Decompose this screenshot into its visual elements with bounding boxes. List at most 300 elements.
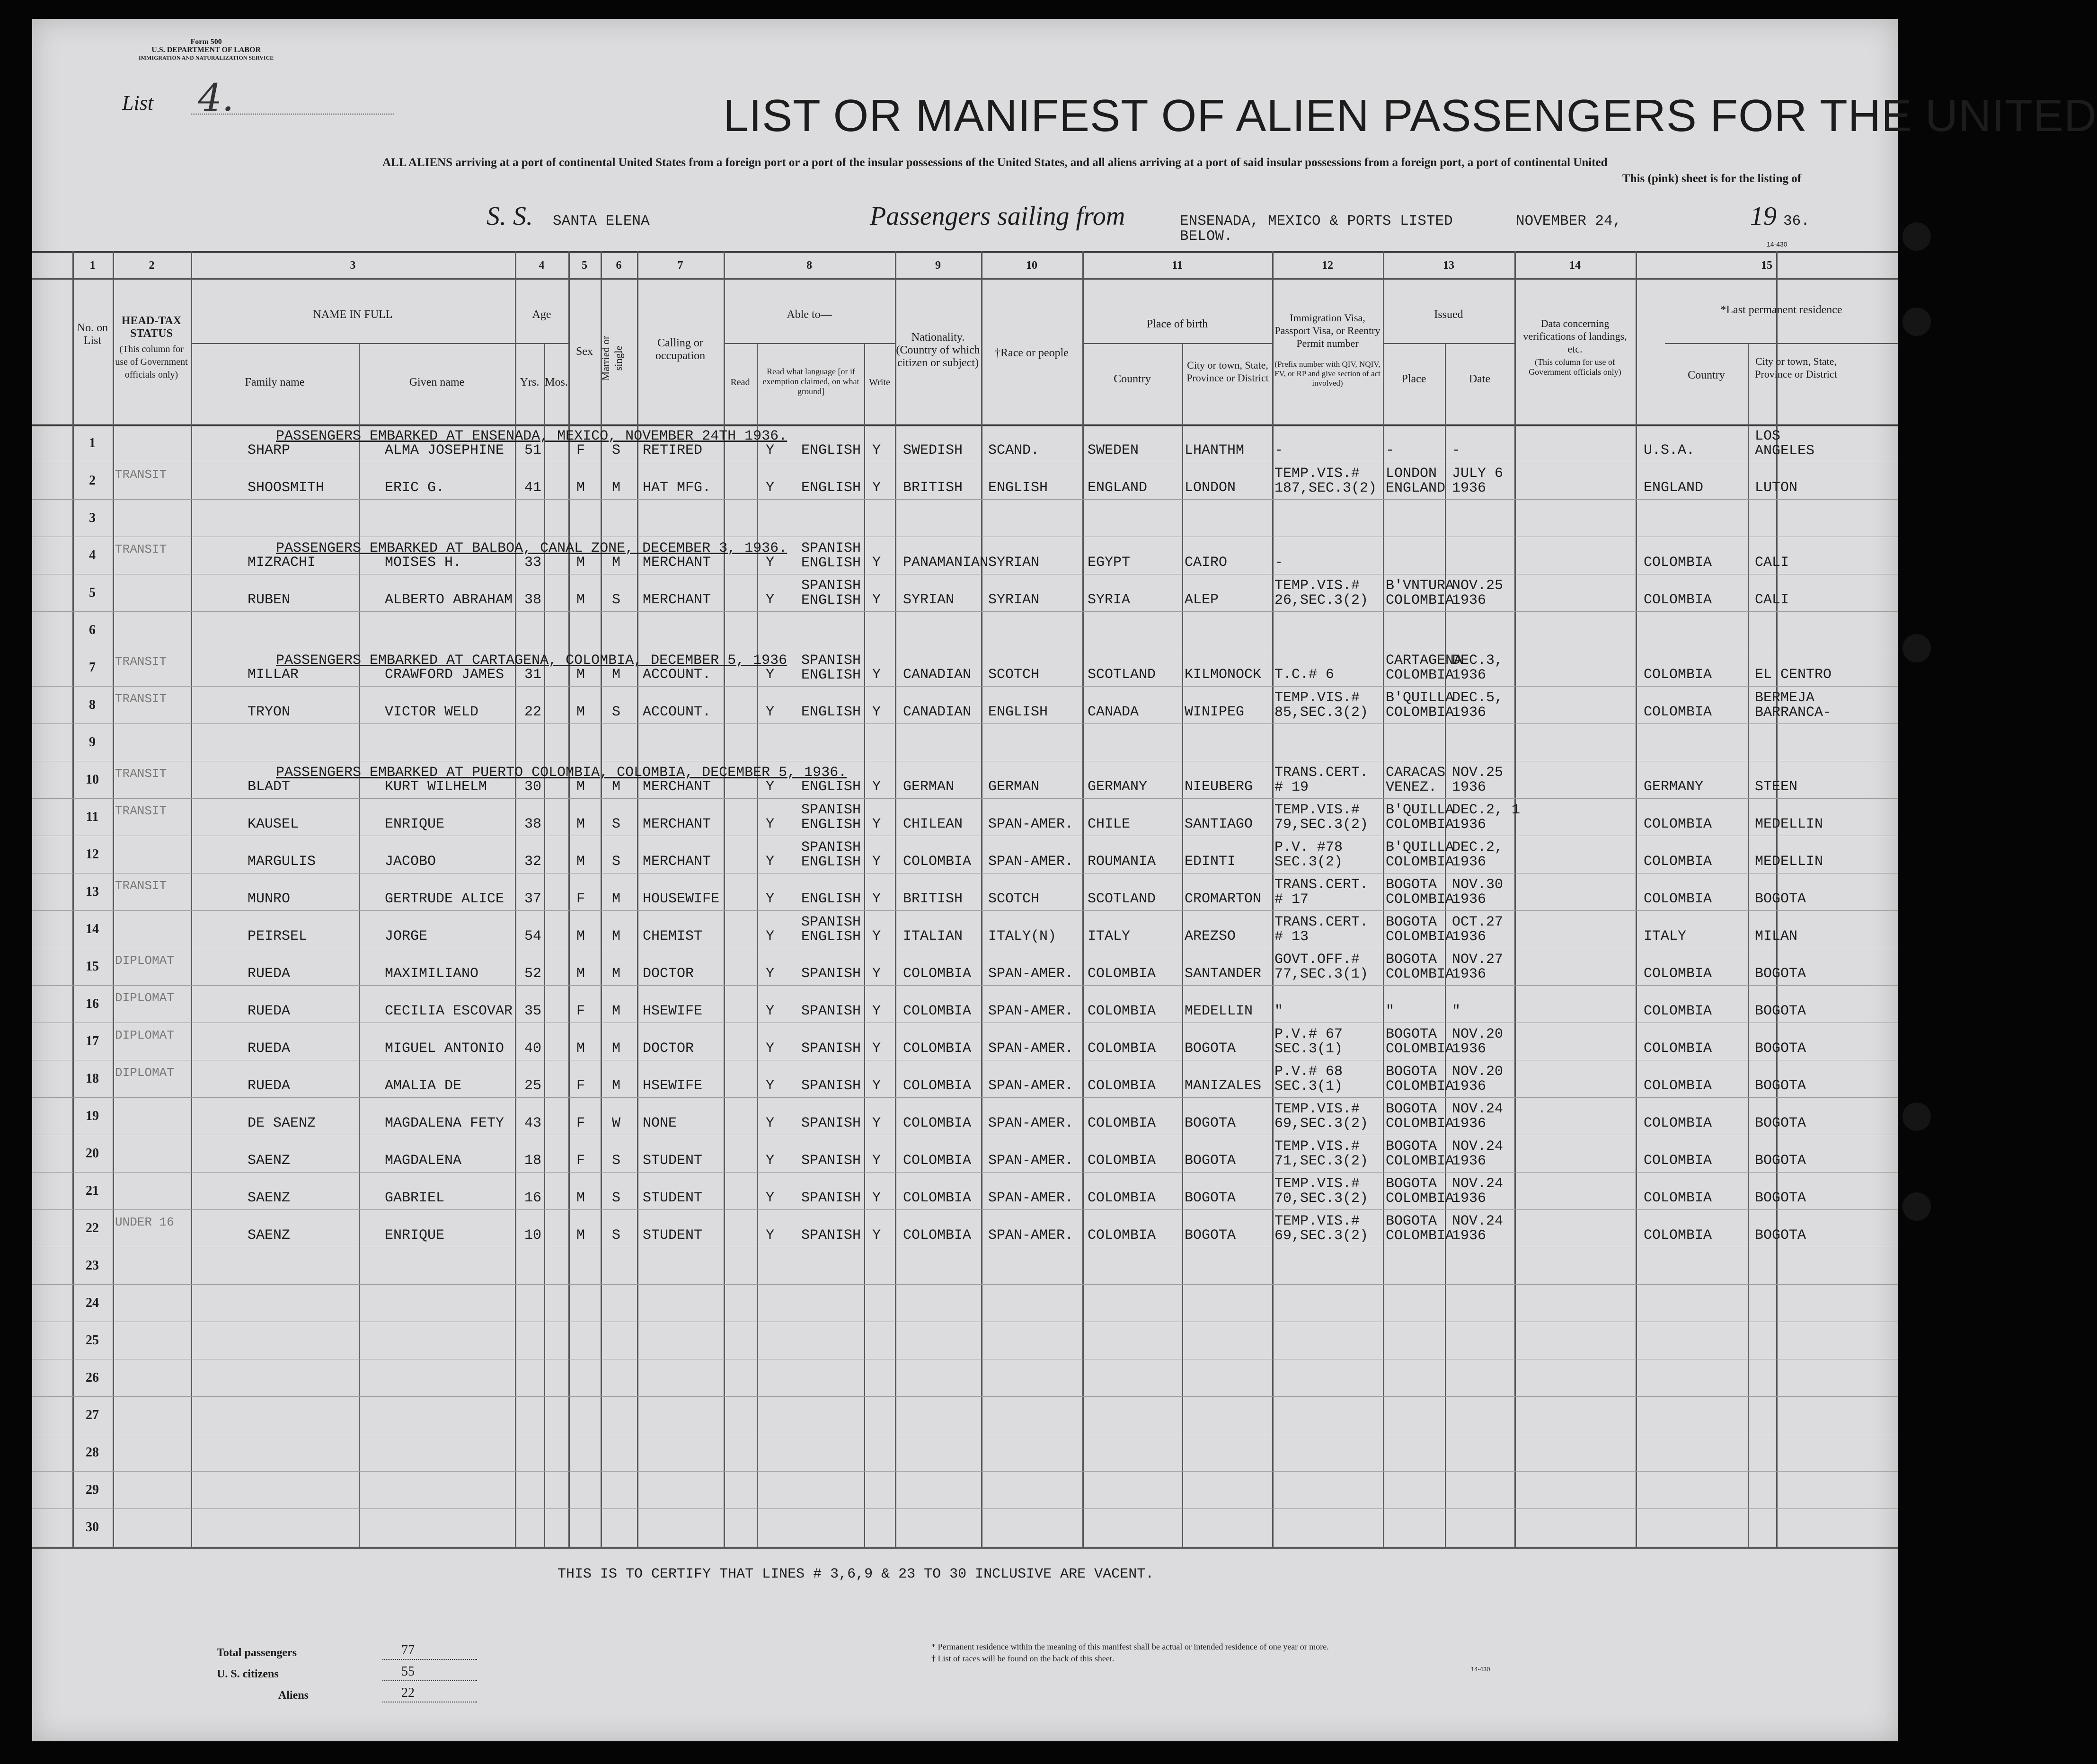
row-visa: - — [1274, 442, 1283, 459]
row-number: 24 — [86, 1296, 99, 1310]
row-issued-date: DEC.5, 1936 — [1452, 690, 1504, 721]
row-residence-city: BOGOTA — [1755, 1190, 1806, 1206]
row-birth-city: MANIZALES — [1185, 1078, 1262, 1094]
row-age: 31 — [524, 667, 542, 683]
row-head-tax: TRANSIT — [115, 879, 167, 893]
row-occupation: STUDENT — [643, 1227, 703, 1244]
row-issued-date: OCT.27 1936 — [1452, 914, 1504, 945]
row-issued-place: LONDON ENGLAND — [1386, 466, 1446, 496]
row-nationality: SWEDISH — [903, 442, 963, 459]
row-birth-country: ROUMANIA — [1088, 854, 1156, 870]
row-sex: M — [576, 480, 585, 496]
row-birth-country: EGYPT — [1088, 555, 1131, 571]
row-divider — [32, 686, 1898, 687]
row-number: 8 — [89, 697, 96, 712]
row-occupation: RETIRED — [643, 442, 703, 459]
row-given-name: JORGE — [385, 928, 428, 944]
header-issued-place: Place — [1401, 373, 1426, 385]
row-visa: TEMP.VIS.# 69,SEC.3(2) — [1274, 1101, 1369, 1132]
row-residence-country: COLOMBIA — [1644, 667, 1712, 683]
row-number: 23 — [86, 1258, 99, 1273]
header-issued-date: Date — [1469, 373, 1491, 385]
row-birth-city: BOGOTA — [1185, 1227, 1236, 1244]
row-write: Y — [872, 1115, 881, 1131]
row-birth-city: CROMARTON — [1185, 891, 1262, 907]
row-birth-city: EDINTI — [1185, 854, 1236, 870]
row-residence-country: COLOMBIA — [1644, 1227, 1712, 1244]
binder-hole — [1902, 1102, 1931, 1131]
row-issued-date: NOV.24 1936 — [1452, 1138, 1504, 1169]
row-issued-place: " — [1386, 1003, 1395, 1019]
section-heading: PASSENGERS EMBARKED AT BALBOA, CANAL ZONE, DECEMBER 3, 1936. — [276, 540, 787, 556]
row-issued-date: NOV.25 1936 — [1452, 765, 1504, 795]
row-age: 10 — [524, 1227, 542, 1244]
aliens-label: Aliens — [278, 1689, 309, 1702]
row-residence-country: COLOMBIA — [1644, 1115, 1712, 1131]
col-number: 9 — [935, 259, 941, 272]
row-occupation: DOCTOR — [643, 966, 694, 982]
row-nationality: BRITISH — [903, 480, 963, 496]
row-marital-status: M — [612, 667, 621, 683]
row-birth-country: GERMANY — [1088, 779, 1148, 795]
row-race: SCOTCH — [988, 891, 1040, 907]
row-residence-country: COLOMBIA — [1644, 1078, 1712, 1094]
row-race: SPAN-AMER. — [988, 1227, 1074, 1244]
row-residence-country: COLOMBIA — [1644, 891, 1712, 907]
age-sub-divider — [515, 343, 568, 344]
header-issued: Issued — [1434, 309, 1463, 321]
row-residence-country: U.S.A. — [1644, 442, 1695, 459]
row-given-name: ALBERTO ABRAHAM — [385, 592, 513, 608]
row-birth-country: ITALY — [1088, 928, 1131, 944]
row-write: Y — [872, 779, 881, 795]
row-issued-place: CARACAS VENEZ. — [1386, 765, 1446, 795]
row-age: 18 — [524, 1153, 542, 1169]
row-language: ENGLISH — [801, 442, 861, 459]
row-issued-place: BOGOTA COLOMBIA — [1386, 877, 1454, 908]
row-occupation: NONE — [643, 1115, 677, 1131]
row-birth-city: SANTANDER — [1185, 966, 1262, 982]
row-write: Y — [872, 1078, 881, 1094]
row-issued-date: NOV.20 1936 — [1452, 1026, 1504, 1057]
header-residence-country: Country — [1688, 369, 1725, 381]
row-birth-country: SWEDEN — [1088, 442, 1139, 459]
row-read: Y — [766, 816, 775, 832]
row-issued-place: BOGOTA COLOMBIA — [1386, 1064, 1454, 1094]
row-sex: M — [576, 704, 585, 720]
row-family-name: TRYON — [248, 704, 291, 720]
header-married: Married or single — [600, 335, 624, 381]
row-sex: F — [576, 1153, 585, 1169]
row-read: Y — [766, 1153, 775, 1169]
residence-sub-divider — [1665, 343, 1898, 344]
row-birth-country: COLOMBIA — [1088, 1115, 1156, 1131]
row-residence-city: BERMEJA BARRANCA- — [1755, 690, 1832, 721]
row-issued-date: DEC.2, 1936 — [1452, 839, 1504, 870]
row-birth-country: SCOTLAND — [1088, 667, 1156, 683]
row-read: Y — [766, 854, 775, 870]
row-head-tax: TRANSIT — [115, 467, 167, 482]
header-visa-note: (Prefix number with QIV, NQIV, FV, or RP and give section of act involved) — [1274, 360, 1380, 388]
row-issued-place: BOGOTA COLOMBIA — [1386, 1101, 1454, 1132]
row-language: SPANISH — [801, 1153, 861, 1169]
row-birth-city: BOGOTA — [1185, 1115, 1236, 1131]
row-issued-date: DEC.3, 1936 — [1452, 653, 1504, 683]
row-sex: M — [576, 1227, 585, 1244]
row-number: 22 — [86, 1221, 99, 1235]
binder-hole — [1902, 634, 1931, 662]
row-residence-city: MILAN — [1755, 928, 1798, 944]
row-sex: M — [576, 928, 585, 944]
row-write: Y — [872, 966, 881, 982]
row-nationality: CANADIAN — [903, 704, 972, 720]
row-birth-city: MEDELLIN — [1185, 1003, 1253, 1019]
row-read: Y — [766, 966, 775, 982]
department-name: U.S. DEPARTMENT OF LABOR — [151, 46, 261, 54]
row-visa: GOVT.OFF.# 77,SEC.3(1) — [1274, 952, 1369, 982]
row-number: 10 — [86, 772, 99, 787]
row-marital-status: S — [612, 442, 621, 459]
row-language: SPANISH ENGLISH — [801, 839, 861, 870]
form-header-block — [139, 38, 274, 62]
row-write: Y — [872, 1041, 881, 1057]
row-occupation: STUDENT — [643, 1153, 703, 1169]
row-family-name: SHOOSMITH — [248, 480, 325, 496]
row-sex: F — [576, 1115, 585, 1131]
row-visa: - — [1274, 555, 1283, 571]
row-birth-country: COLOMBIA — [1088, 1003, 1156, 1019]
row-number: 4 — [89, 548, 96, 563]
col-divider — [1272, 251, 1274, 1547]
col-number: 5 — [582, 259, 587, 272]
row-number: 13 — [86, 884, 99, 899]
row-divider — [32, 1508, 1898, 1509]
total-passengers-value: 77 — [401, 1643, 415, 1658]
row-occupation: HSEWIFE — [643, 1078, 703, 1094]
header-age-yrs: Yrs. — [520, 376, 540, 388]
row-residence-country: GERMANY — [1644, 779, 1704, 795]
row-language: SPANISH — [801, 1115, 861, 1131]
row-family-name: DE SAENZ — [248, 1115, 316, 1131]
row-marital-status: M — [612, 966, 621, 982]
row-family-name: MUNRO — [248, 891, 291, 907]
header-read-language: Read what language [or if exemption claimed, on what ground] — [762, 367, 859, 396]
row-number: 21 — [86, 1183, 99, 1198]
row-residence-city: BOGOTA — [1755, 1041, 1806, 1057]
row-birth-city: NIEUBERG — [1185, 779, 1253, 795]
row-birth-country: ENGLAND — [1088, 480, 1148, 496]
header-write: Write — [869, 377, 890, 388]
row-number: 12 — [86, 847, 99, 862]
footnote-residence: * Permanent residence within the meaning of this manifest shall be actual or intended residence of one year or more. — [931, 1642, 1329, 1651]
row-language: SPANISH — [801, 1078, 861, 1094]
row-head-tax: DIPLOMAT — [115, 1028, 174, 1042]
row-language: SPANISH ENGLISH — [801, 653, 861, 683]
row-occupation: CHEMIST — [643, 928, 703, 944]
row-residence-country: ENGLAND — [1644, 480, 1704, 496]
row-visa: TRANS.CERT. # 19 — [1274, 765, 1369, 795]
row-given-name: ERIC G. — [385, 480, 445, 496]
col-number: 4 — [539, 259, 545, 272]
table-top-border — [32, 251, 1898, 253]
row-nationality: ITALIAN — [903, 928, 963, 944]
row-birth-city: SANTIAGO — [1185, 816, 1253, 832]
row-residence-country: COLOMBIA — [1644, 704, 1712, 720]
row-age: 51 — [524, 442, 542, 459]
row-number: 5 — [89, 585, 96, 600]
row-family-name: SAENZ — [248, 1227, 291, 1244]
col-divider — [515, 251, 516, 1547]
subtitle-line-2: This (pink) sheet is for the listing of — [1622, 172, 1802, 185]
row-residence-city: MEDELLIN — [1755, 816, 1823, 832]
row-birth-country: CHILE — [1088, 816, 1131, 832]
row-visa: TEMP.VIS.# 71,SEC.3(2) — [1274, 1138, 1369, 1169]
row-number: 3 — [89, 511, 96, 525]
row-visa: P.V. #78 SEC.3(2) — [1274, 839, 1343, 870]
row-divider — [32, 723, 1898, 724]
row-race: SPAN-AMER. — [988, 1041, 1074, 1057]
row-marital-status: S — [612, 592, 621, 608]
row-visa: TEMP.VIS.# 70,SEC.3(2) — [1274, 1176, 1369, 1207]
col-number: 10 — [1026, 259, 1037, 272]
row-sex: M — [576, 555, 585, 571]
row-race: SPAN-AMER. — [988, 816, 1074, 832]
binder-hole — [1902, 1192, 1931, 1221]
row-issued-place: BOGOTA COLOMBIA — [1386, 1138, 1454, 1169]
header-family-name: Family name — [245, 376, 305, 388]
row-issued-place: BOGOTA COLOMBIA — [1386, 1213, 1454, 1244]
row-visa: T.C.# 6 — [1274, 667, 1335, 683]
row-read: Y — [766, 667, 775, 683]
row-residence-city: BOGOTA — [1755, 1153, 1806, 1169]
row-issued-place: BOGOTA COLOMBIA — [1386, 1176, 1454, 1207]
row-language: SPANISH — [801, 966, 861, 982]
row-nationality: COLOMBIA — [903, 1115, 972, 1131]
row-read: Y — [766, 1227, 775, 1244]
row-age: 37 — [524, 891, 542, 907]
row-issued-date: JULY 6 1936 — [1452, 466, 1504, 496]
binder-hole — [1902, 222, 1931, 251]
row-given-name: VICTOR WELD — [385, 704, 479, 720]
col-number: 2 — [149, 259, 155, 272]
col-divider — [1082, 251, 1084, 1547]
row-nationality: COLOMBIA — [903, 1190, 972, 1206]
row-nationality: BRITISH — [903, 891, 963, 907]
certification-text: THIS IS TO CERTIFY THAT LINES # 3,6,9 & 23 TO 30 INCLUSIVE ARE VACENT. — [557, 1566, 1154, 1582]
row-issued-date: - — [1452, 442, 1461, 459]
row-nationality: SYRIAN — [903, 592, 955, 608]
row-residence-city: BOGOTA — [1755, 1078, 1806, 1094]
row-head-tax: TRANSIT — [115, 804, 167, 818]
row-birth-city: CAIRO — [1185, 555, 1228, 571]
row-head-tax: TRANSIT — [115, 654, 167, 669]
row-occupation: MERCHANT — [643, 779, 711, 795]
row-divider — [32, 910, 1898, 911]
row-language: SPANISH — [801, 1227, 861, 1244]
row-visa: P.V.# 68 SEC.3(1) — [1274, 1064, 1343, 1094]
row-issued-date: " — [1452, 1003, 1461, 1019]
row-residence-country: COLOMBIA — [1644, 1153, 1712, 1169]
row-visa: TEMP.VIS.# 85,SEC.3(2) — [1274, 690, 1369, 721]
row-language: SPANISH ENGLISH — [801, 802, 861, 833]
total-passengers-label: Total passengers — [217, 1647, 297, 1659]
row-number: 19 — [86, 1109, 99, 1123]
row-language: SPANISH — [801, 1041, 861, 1057]
row-family-name: BLADT — [248, 779, 291, 795]
sailing-from-2: BELOW. — [1180, 228, 1233, 245]
row-family-name: SHARP — [248, 442, 291, 459]
row-issued-date: NOV.24 1936 — [1452, 1176, 1504, 1207]
row-read: Y — [766, 480, 775, 496]
row-read: Y — [766, 1190, 775, 1206]
row-residence-city: BOGOTA — [1755, 966, 1806, 982]
row-given-name: CECILIA ESCOVAR — [385, 1003, 513, 1019]
row-visa: TRANS.CERT. # 13 — [1274, 914, 1369, 945]
row-write: Y — [872, 816, 881, 832]
header-place-of-birth: Place of birth — [1146, 318, 1208, 330]
row-marital-status: M — [612, 928, 621, 944]
header-age: Age — [532, 309, 551, 321]
row-occupation: HOUSEWIFE — [643, 891, 720, 907]
row-residence-city: BOGOTA — [1755, 891, 1806, 907]
aliens-value: 22 — [401, 1685, 415, 1700]
row-number: 17 — [86, 1034, 99, 1049]
row-number: 11 — [86, 810, 99, 824]
row-birth-country: COLOMBIA — [1088, 1078, 1156, 1094]
row-occupation: MERCHANT — [643, 854, 711, 870]
list-underline — [191, 114, 394, 115]
row-divider — [32, 1396, 1898, 1397]
row-race: GERMAN — [988, 779, 1040, 795]
row-issued-date: NOV.27 1936 — [1452, 952, 1504, 982]
row-number: 20 — [86, 1146, 99, 1161]
header-no-on-list: No. on List — [77, 322, 108, 347]
binder-hole — [1902, 308, 1931, 336]
row-write: Y — [872, 891, 881, 907]
row-divider — [32, 611, 1898, 612]
row-visa: P.V.# 67 SEC.3(1) — [1274, 1026, 1343, 1057]
row-given-name: ENRIQUE — [385, 1227, 445, 1244]
row-family-name: MILLAR — [248, 667, 299, 683]
row-birth-city: BOGOTA — [1185, 1190, 1236, 1206]
sailing-date: NOVEMBER 24, — [1516, 213, 1622, 229]
row-residence-city: STEEN — [1755, 779, 1798, 795]
row-residence-city: MEDELLIN — [1755, 854, 1823, 870]
header-age-mos: Mos. — [545, 376, 568, 388]
row-family-name: RUEDA — [248, 1041, 291, 1057]
row-occupation: HAT MFG. — [643, 480, 711, 496]
col-divider — [191, 251, 192, 1547]
row-given-name: AMALIA DE — [385, 1078, 462, 1094]
row-head-tax: DIPLOMAT — [115, 953, 174, 968]
row-marital-status: M — [612, 480, 621, 496]
row-write: Y — [872, 592, 881, 608]
row-language: ENGLISH — [801, 891, 861, 907]
row-number: 28 — [86, 1445, 99, 1460]
row-marital-status: M — [612, 891, 621, 907]
row-write: Y — [872, 667, 881, 683]
row-number: 15 — [86, 959, 99, 974]
row-residence-city: LUTON — [1755, 480, 1798, 496]
row-family-name: MARGULIS — [248, 854, 316, 870]
row-read: Y — [766, 1115, 775, 1131]
row-given-name: GABRIEL — [385, 1190, 445, 1206]
row-language: SPANISH ENGLISH — [801, 540, 861, 571]
row-language: ENGLISH — [801, 480, 861, 496]
header-race: †Race or people — [995, 347, 1069, 359]
section-heading: PASSENGERS EMBARKED AT CARTAGENA, COLOMBIA, DECEMBER 5, 1936 — [276, 653, 787, 669]
row-age: 35 — [524, 1003, 542, 1019]
row-number: 18 — [86, 1071, 99, 1086]
row-number: 29 — [86, 1482, 99, 1497]
row-marital-status: W — [612, 1115, 621, 1131]
row-marital-status: S — [612, 1153, 621, 1169]
row-age: 54 — [524, 928, 542, 944]
col-divider — [981, 251, 982, 1547]
header-nationality: Nationality. (Country of which citizen or subject) — [896, 331, 980, 369]
row-residence-country: COLOMBIA — [1644, 966, 1712, 982]
row-age: 16 — [524, 1190, 542, 1206]
row-language: SPANISH ENGLISH — [801, 914, 861, 945]
header-last-residence: *Last permanent residence — [1720, 304, 1842, 316]
col-divider — [1445, 343, 1446, 1547]
column-number-divider — [32, 278, 1898, 280]
col-divider — [1182, 343, 1183, 1547]
row-divider — [32, 499, 1898, 500]
row-divider — [32, 985, 1898, 986]
row-read: Y — [766, 1041, 775, 1057]
row-birth-country: COLOMBIA — [1088, 1190, 1156, 1206]
row-family-name: SAENZ — [248, 1190, 291, 1206]
row-nationality: COLOMBIA — [903, 1078, 972, 1094]
col-number: 12 — [1322, 259, 1333, 272]
row-number: 14 — [86, 922, 99, 936]
header-sex: Sex — [576, 345, 593, 358]
row-read: Y — [766, 555, 775, 571]
col-divider — [637, 251, 638, 1547]
col-divider — [601, 251, 602, 1547]
row-race: SCOTCH — [988, 667, 1040, 683]
row-residence-country: COLOMBIA — [1644, 854, 1712, 870]
row-birth-city: WINIPEG — [1185, 704, 1245, 720]
col-divider — [359, 343, 360, 1547]
us-citizens-label: U. S. citizens — [217, 1668, 279, 1680]
row-residence-city: CALI — [1755, 592, 1789, 608]
row-birth-city: BOGOTA — [1185, 1153, 1236, 1169]
row-read: Y — [766, 891, 775, 907]
ship-name: SANTA ELENA — [553, 213, 650, 229]
row-birth-country: SCOTLAND — [1088, 891, 1156, 907]
row-issued-place: B'QUILLA COLOMBIA — [1386, 839, 1454, 870]
row-divider — [32, 1284, 1898, 1285]
citizens-underline — [382, 1680, 477, 1681]
row-divider — [32, 1172, 1898, 1173]
row-occupation: DOCTOR — [643, 1041, 694, 1057]
header-able-to: Able to— — [787, 309, 832, 321]
row-divider — [32, 1209, 1898, 1210]
row-visa: TEMP.VIS.# 187,SEC.3(2) — [1274, 466, 1377, 496]
row-residence-city: BOGOTA — [1755, 1115, 1806, 1131]
list-number: 4. — [198, 76, 234, 120]
header-read: Read — [730, 377, 750, 388]
row-write: Y — [872, 1190, 881, 1206]
row-birth-country: COLOMBIA — [1088, 966, 1156, 982]
row-age: 43 — [524, 1115, 542, 1131]
row-age: 22 — [524, 704, 542, 720]
row-issued-date: DEC.2, 1 1936 — [1452, 802, 1521, 833]
row-number: 30 — [86, 1520, 99, 1535]
row-family-name: RUEDA — [248, 1003, 291, 1019]
